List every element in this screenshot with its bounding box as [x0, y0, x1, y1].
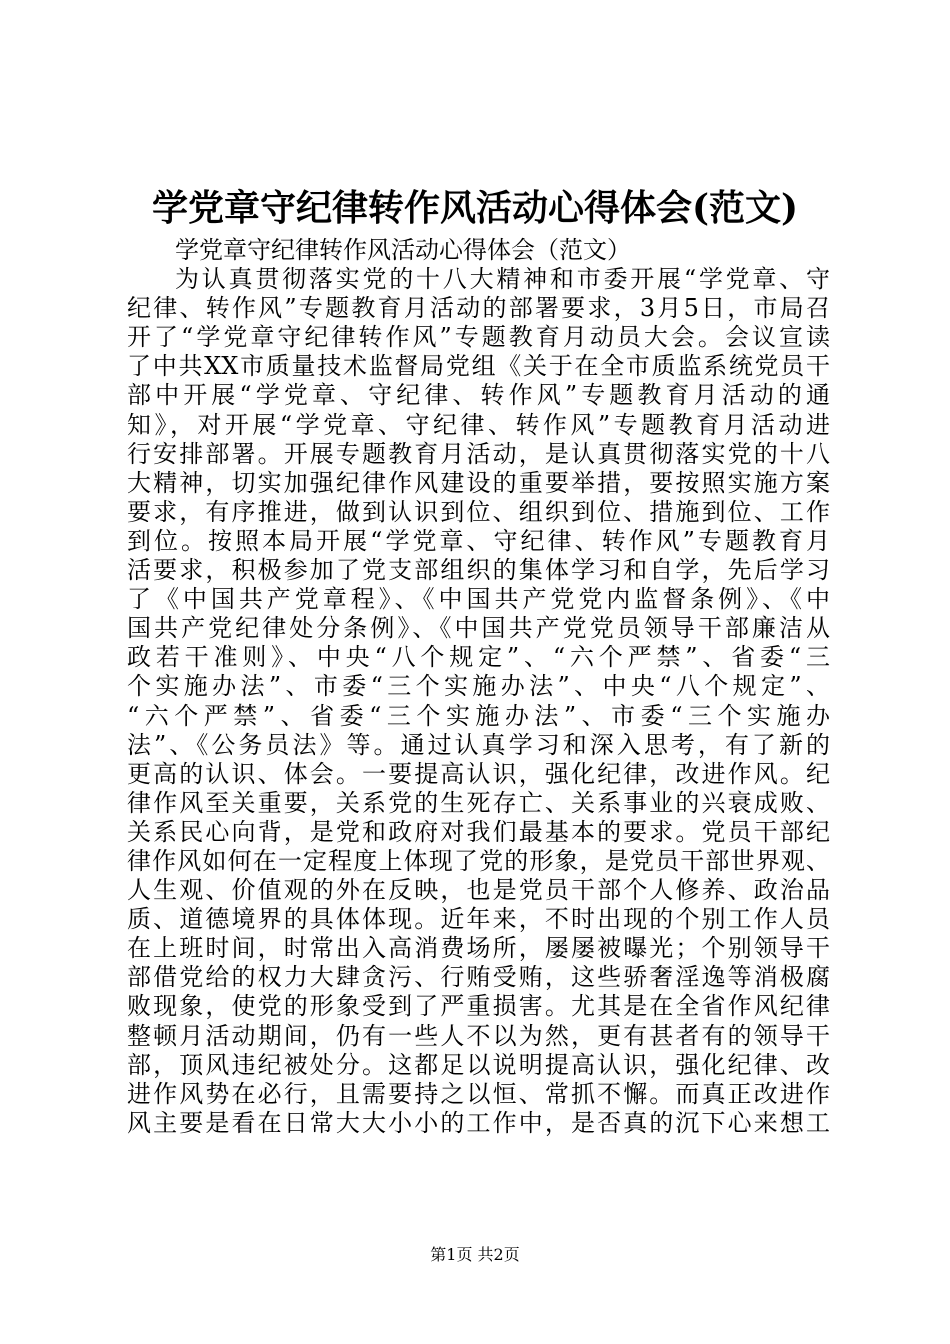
paragraph-line: “六个严禁”、省委“三个实施办法”、市委“三个实施办 [127, 701, 830, 730]
paragraph-line: 在上班时间，时常出入高消费场所，屡屡被曝光；个别领导干 [127, 934, 830, 963]
paragraph-line: 知》，对开展“学党章、守纪律、转作风”专题教育月活动进 [127, 410, 830, 439]
paragraph-line: 了《中国共产党章程》、《中国共产党党内监督条例》、《中 [127, 585, 830, 614]
paragraph-line: 纪律、转作风”专题教育月活动的部署要求，3月5日，市局召 [127, 294, 830, 323]
paragraph-line: 质、道德境界的具体体现。近年来，不时出现的个别工作人员 [127, 905, 830, 934]
paragraph-line: 国共产党纪律处分条例》、《中国共产党党员领导干部廉洁从 [127, 614, 830, 643]
paragraph-line: 了中共XX市质量技术监督局党组《关于在全市质监系统党员干 [127, 352, 830, 381]
paragraph-line: 关系民心向背，是党和政府对我们最基本的要求。党员干部纪 [127, 817, 830, 846]
paragraph-line: 律作风至关重要，关系党的生死存亡、关系事业的兴衰成败、 [127, 788, 830, 817]
paragraph-line: 政若干准则》、中央“八个规定”、“六个严禁”、省委“三 [127, 643, 830, 672]
paragraph-line: 大精神，切实加强纪律作风建设的重要举措，要按照实施方案 [127, 468, 830, 497]
paragraph-line: 到位。按照本局开展“学党章、守纪律、转作风”专题教育月 [127, 526, 830, 555]
paragraph-line: 进作风势在必行，且需要持之以恒、常抓不懈。而真正改进作 [127, 1079, 830, 1108]
paragraph-line: 为认真贯彻落实党的十八大精神和市委开展“学党章、守 [175, 265, 830, 294]
paragraph-line: 更高的认识、体会。一要提高认识，强化纪律，改进作风。纪 [127, 759, 830, 788]
paragraph-line: 个实施办法”、市委“三个实施办法”、中央“八个规定”、 [127, 672, 830, 701]
paragraph-line: 风主要是看在日常大大小小的工作中，是否真的沉下心来想工 [127, 1108, 830, 1137]
paragraph-line: 人生观、价值观的外在反映，也是党员干部个人修养、政治品 [127, 876, 830, 905]
page-footer: 第1页 共2页 [430, 1245, 520, 1264]
paragraph-line: 活要求，积极参加了党支部组织的集体学习和自学，先后学习 [127, 556, 830, 585]
document-subtitle: 学党章守纪律转作风活动心得体会（范文） [175, 236, 631, 264]
paragraph-line: 要求，有序推进，做到认识到位、组织到位、措施到位、工作 [127, 497, 830, 526]
paragraph-line: 部，顶风违纪被处分。这都足以说明提高认识，强化纪律、改 [127, 1050, 830, 1079]
paragraph-line: 行安排部署。开展专题教育月活动，是认真贯彻落实党的十八 [127, 439, 830, 468]
document-body [127, 236, 830, 1138]
paragraph-line: 败现象，使党的形象受到了严重损害。尤其是在全省作风纪律 [127, 992, 830, 1021]
paragraph-line: 部借党给的权力大肆贪污、行贿受贿，这些骄奢淫逸等消极腐 [127, 963, 830, 992]
paragraph-line: 法”、《公务员法》等。通过认真学习和深入思考，有了新的 [127, 730, 830, 759]
document-title: 学党章守纪律转作风活动心得体会(范文) [151, 187, 799, 229]
paragraph-line: 整顿月活动期间，仍有一些人不以为然，更有甚者有的领导干 [127, 1021, 830, 1050]
paragraph-line: 开了“学党章守纪律转作风”专题教育月动员大会。会议宣读 [127, 323, 830, 352]
paragraph-line: 律作风如何在一定程度上体现了党的形象，是党员干部世界观、 [127, 846, 830, 875]
paragraph-line: 部中开展“学党章、守纪律、转作风”专题教育月活动的通 [127, 381, 830, 410]
